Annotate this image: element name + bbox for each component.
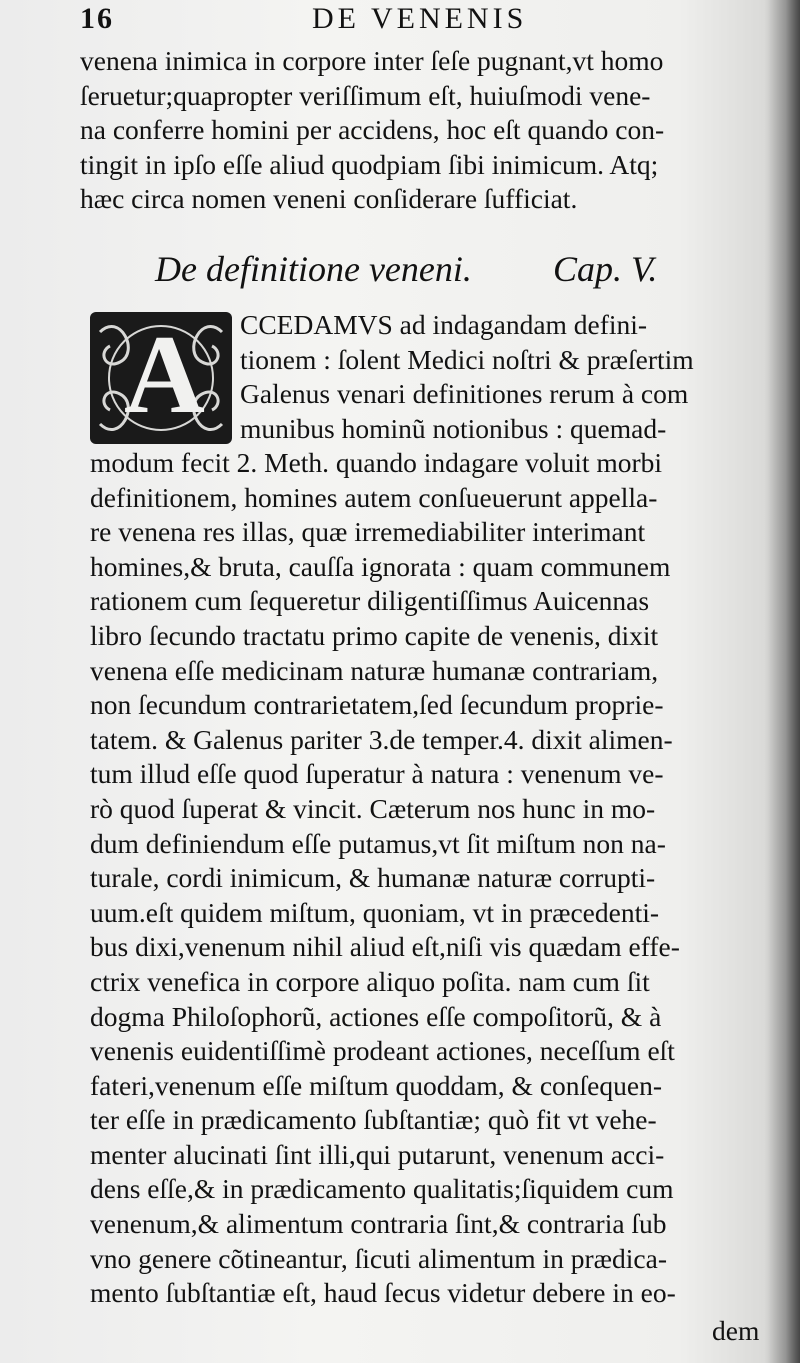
page-header [80, 2, 720, 42]
page-gutter-shadow [764, 0, 800, 1363]
text-line: mento ſubſtantiæ eſt, haud ſecus videtur debere in eo- [90, 1277, 676, 1309]
text-line: dum definiendum eſſe putamus,vt ſit miſtum non na- [90, 827, 666, 859]
text-line: ſeruetur;quapropter veriſſimum eſt, huiuſmodi vene- [80, 79, 651, 111]
text-line: Galenus venari definitiones rerum à com [240, 378, 689, 410]
text-line: tatem. & Galenus pariter 3.de temper.4. dixit alimen- [90, 723, 673, 755]
text-line: CCEDAMVS ad indagandam defini- [240, 309, 648, 340]
text-line: tum illud eſſe quod ſuperatur à natura : venenum ve- [90, 758, 664, 790]
text-line: rationem cum ſequeretur diligentiſſimus Auicennas [90, 585, 650, 617]
text-line: definitionem, homines autem conſueuerunt appella- [90, 481, 658, 513]
text-line: ter eſſe in prædicamento ſubſtantiæ; quò fit vt vehe- [90, 1104, 657, 1136]
text-line: re venena res illas, quæ irremediabiliter interimant [90, 516, 646, 548]
chapter-title: De definitione veneni. [155, 249, 472, 289]
text-line: homines,& bruta, cauſſa ignorata : quam communem [90, 550, 671, 582]
text-line: venenum,& alimentum contraria ſint,& contraria ſub [90, 1208, 667, 1240]
text-line: venena eſſe medicinam naturæ humanæ contrariam, [90, 654, 659, 686]
text-line: non ſecundum contrarietatem,ſed ſecundum proprie- [90, 689, 664, 721]
text-line: ctrix venefica in corpore aliquo poſita. nam cum ſit [90, 965, 650, 997]
text-line: uum.eſt quidem miſtum, quoniam, vt in præcedenti- [90, 896, 660, 928]
text-line: venenis euidentiſſimè prodeant actiones, neceſſum eſt [90, 1035, 675, 1067]
text-line: dogma Philoſophorũ, actiones eſſe compoſitorũ, & à [90, 1000, 662, 1032]
top-paragraph [80, 44, 760, 217]
text-line: modum fecit 2. Meth. quando indagare voluit morbi [90, 447, 663, 478]
chapter-heading [155, 248, 675, 298]
text-line: turale, cordi inimicum, & humanæ naturæ corrupti- [90, 862, 656, 894]
text-line: menter alucinati ſint illi,qui putarunt, venenum acci- [90, 1138, 665, 1170]
chapter-label: Cap. V. [553, 249, 658, 289]
text-line: libro ſecundo tractatu primo capite de venenis, dixit [90, 619, 659, 651]
text-line: rò quod ſuperat & vincit. Cæterum nos hunc in mo- [90, 792, 656, 824]
running-head: DE VENENIS [312, 2, 528, 35]
text-line: bus dixi,venenum nihil aliud eſt,niſi vis quædam effe- [90, 931, 680, 963]
text-line: hæc circa nomen veneni conſiderare ſufficiat. [80, 183, 578, 215]
main-paragraph [90, 446, 762, 1311]
initial-letter: A [124, 313, 205, 437]
text-line: tionem : ſolent Medici noſtri & præſertim [240, 343, 694, 375]
text-line: fateri,venenum eſſe miſtum quoddam, & conſequen- [90, 1069, 662, 1101]
text-line: vno genere cõtineantur, ſicuti alimentum in prædica- [90, 1242, 667, 1274]
text-line: venena inimica in corpore inter ſeſe pugnant,vt homo [80, 45, 664, 76]
catchword: dem [712, 1315, 760, 1346]
text-line: munibus hominũ notionibus : quemad- [240, 412, 667, 444]
text-line: tingit in ipſo eſſe aliud quodpiam ſibi inimicum. Atq; [80, 148, 659, 180]
indented-paragraph [240, 308, 760, 446]
text-line: dens eſſe,& in prædicamento qualitatis;ſiquidem cum [90, 1173, 674, 1205]
text-line: na conferre homini per accidens, hoc eſt quando con- [80, 114, 665, 146]
decorated-initial [90, 312, 232, 444]
page-number: 16 [80, 2, 114, 35]
